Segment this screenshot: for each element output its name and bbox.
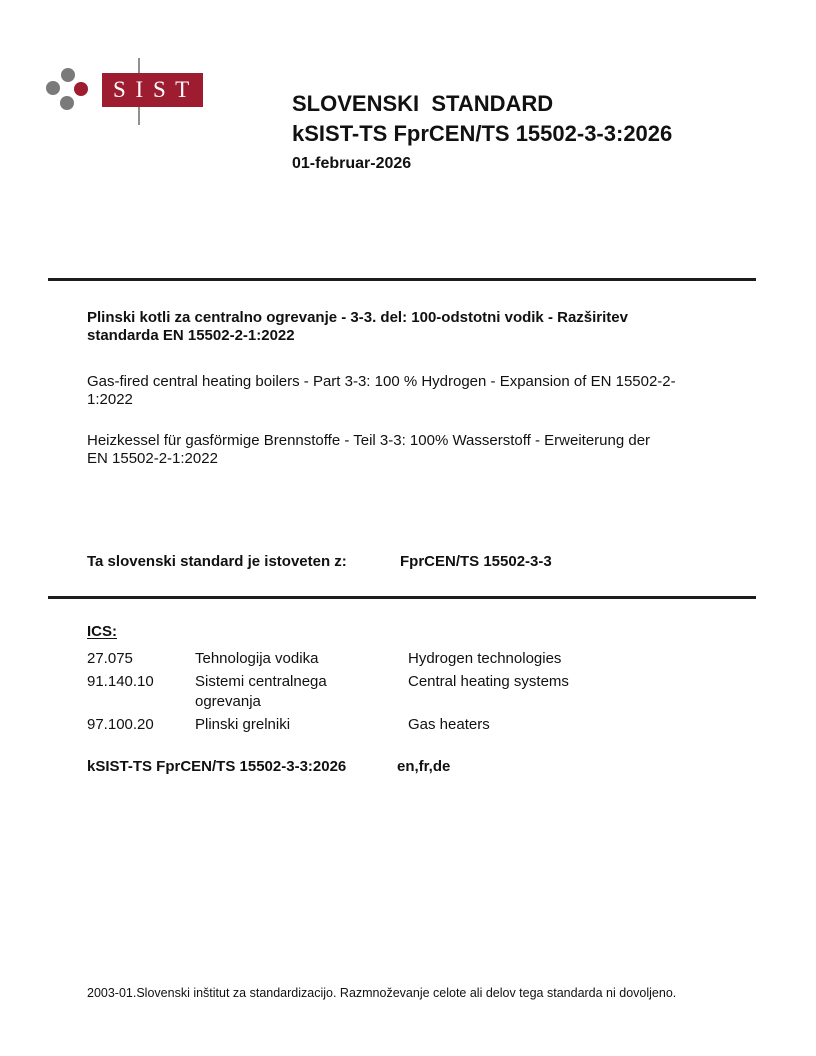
footer-copyright: 2003-01.Slovenski inštitut za standardizacijo. Razmnoževanje celote ali delov tega standarda ni dovoljeno. [87, 986, 677, 1000]
ics-code: 27.075 [87, 650, 133, 667]
reference-languages: en,fr,de [397, 758, 451, 775]
title-slovenian-line2: standarda EN 15502-2-1:2022 [87, 327, 295, 344]
sist-logo-box [102, 73, 203, 107]
logo-dot-gray-left [46, 81, 60, 95]
ics-row [87, 672, 737, 712]
equivalence-row [87, 553, 747, 570]
ics-term-sl: Tehnologija vodika [195, 650, 319, 667]
ics-term-en: Gas heaters [408, 716, 490, 733]
ics-term-sl: Sistemi centralnega ogrevanja [195, 673, 327, 710]
title-english-line2: 1:2022 [87, 391, 133, 408]
title-german [87, 432, 747, 468]
equivalence-label: Ta slovenski standard je istoveten z: [87, 553, 347, 570]
sist-logo-letters: S I S T [113, 77, 192, 102]
ics-code: 91.140.10 [87, 673, 154, 690]
divider-top [48, 278, 756, 281]
ics-term-en: Central heating systems [408, 673, 569, 690]
ics-heading: ICS: [87, 623, 117, 640]
ics-term-sl: Plinski grelniki [195, 716, 291, 733]
logo-dot-gray-bottom [60, 96, 74, 110]
reference-id: kSIST-TS FprCEN/TS 15502-3-3:2026 [87, 758, 347, 775]
sist-logo [40, 55, 220, 130]
ics-term-en: Hydrogen technologies [408, 650, 562, 667]
title-german-line1: Heizkessel für gasförmige Brennstoffe - Teil 3-3: 100% Wasserstoff - Erweiterung der [87, 432, 651, 449]
title-slovenian [87, 309, 747, 345]
ics-row [87, 649, 737, 669]
logo-dot-gray-top [61, 68, 75, 82]
title-english [87, 373, 747, 409]
header-standard-number: kSIST-TS FprCEN/TS 15502-3-3:2026 [292, 121, 673, 146]
ics-table [87, 649, 737, 738]
ics-code: 97.100.20 [87, 716, 154, 733]
divider-middle [48, 596, 756, 599]
title-english-line1: Gas-fired central heating boilers - Part 3-3: 100 % Hydrogen - Expansion of EN 15502-2- [87, 373, 676, 390]
reference-row [87, 758, 747, 775]
header-date: 01-februar-2026 [292, 155, 412, 172]
title-slovenian-line1: Plinski kotli za centralno ogrevanje - 3-3. del: 100-odstotni vodik - Razširitev [87, 309, 628, 326]
ics-row [87, 715, 737, 735]
equivalence-value: FprCEN/TS 15502-3-3 [400, 553, 552, 570]
title-german-line2: EN 15502-2-1:2022 [87, 450, 218, 467]
logo-dot-red [74, 82, 88, 96]
header-standard-label: SLOVENSKI STANDARD [292, 91, 554, 116]
